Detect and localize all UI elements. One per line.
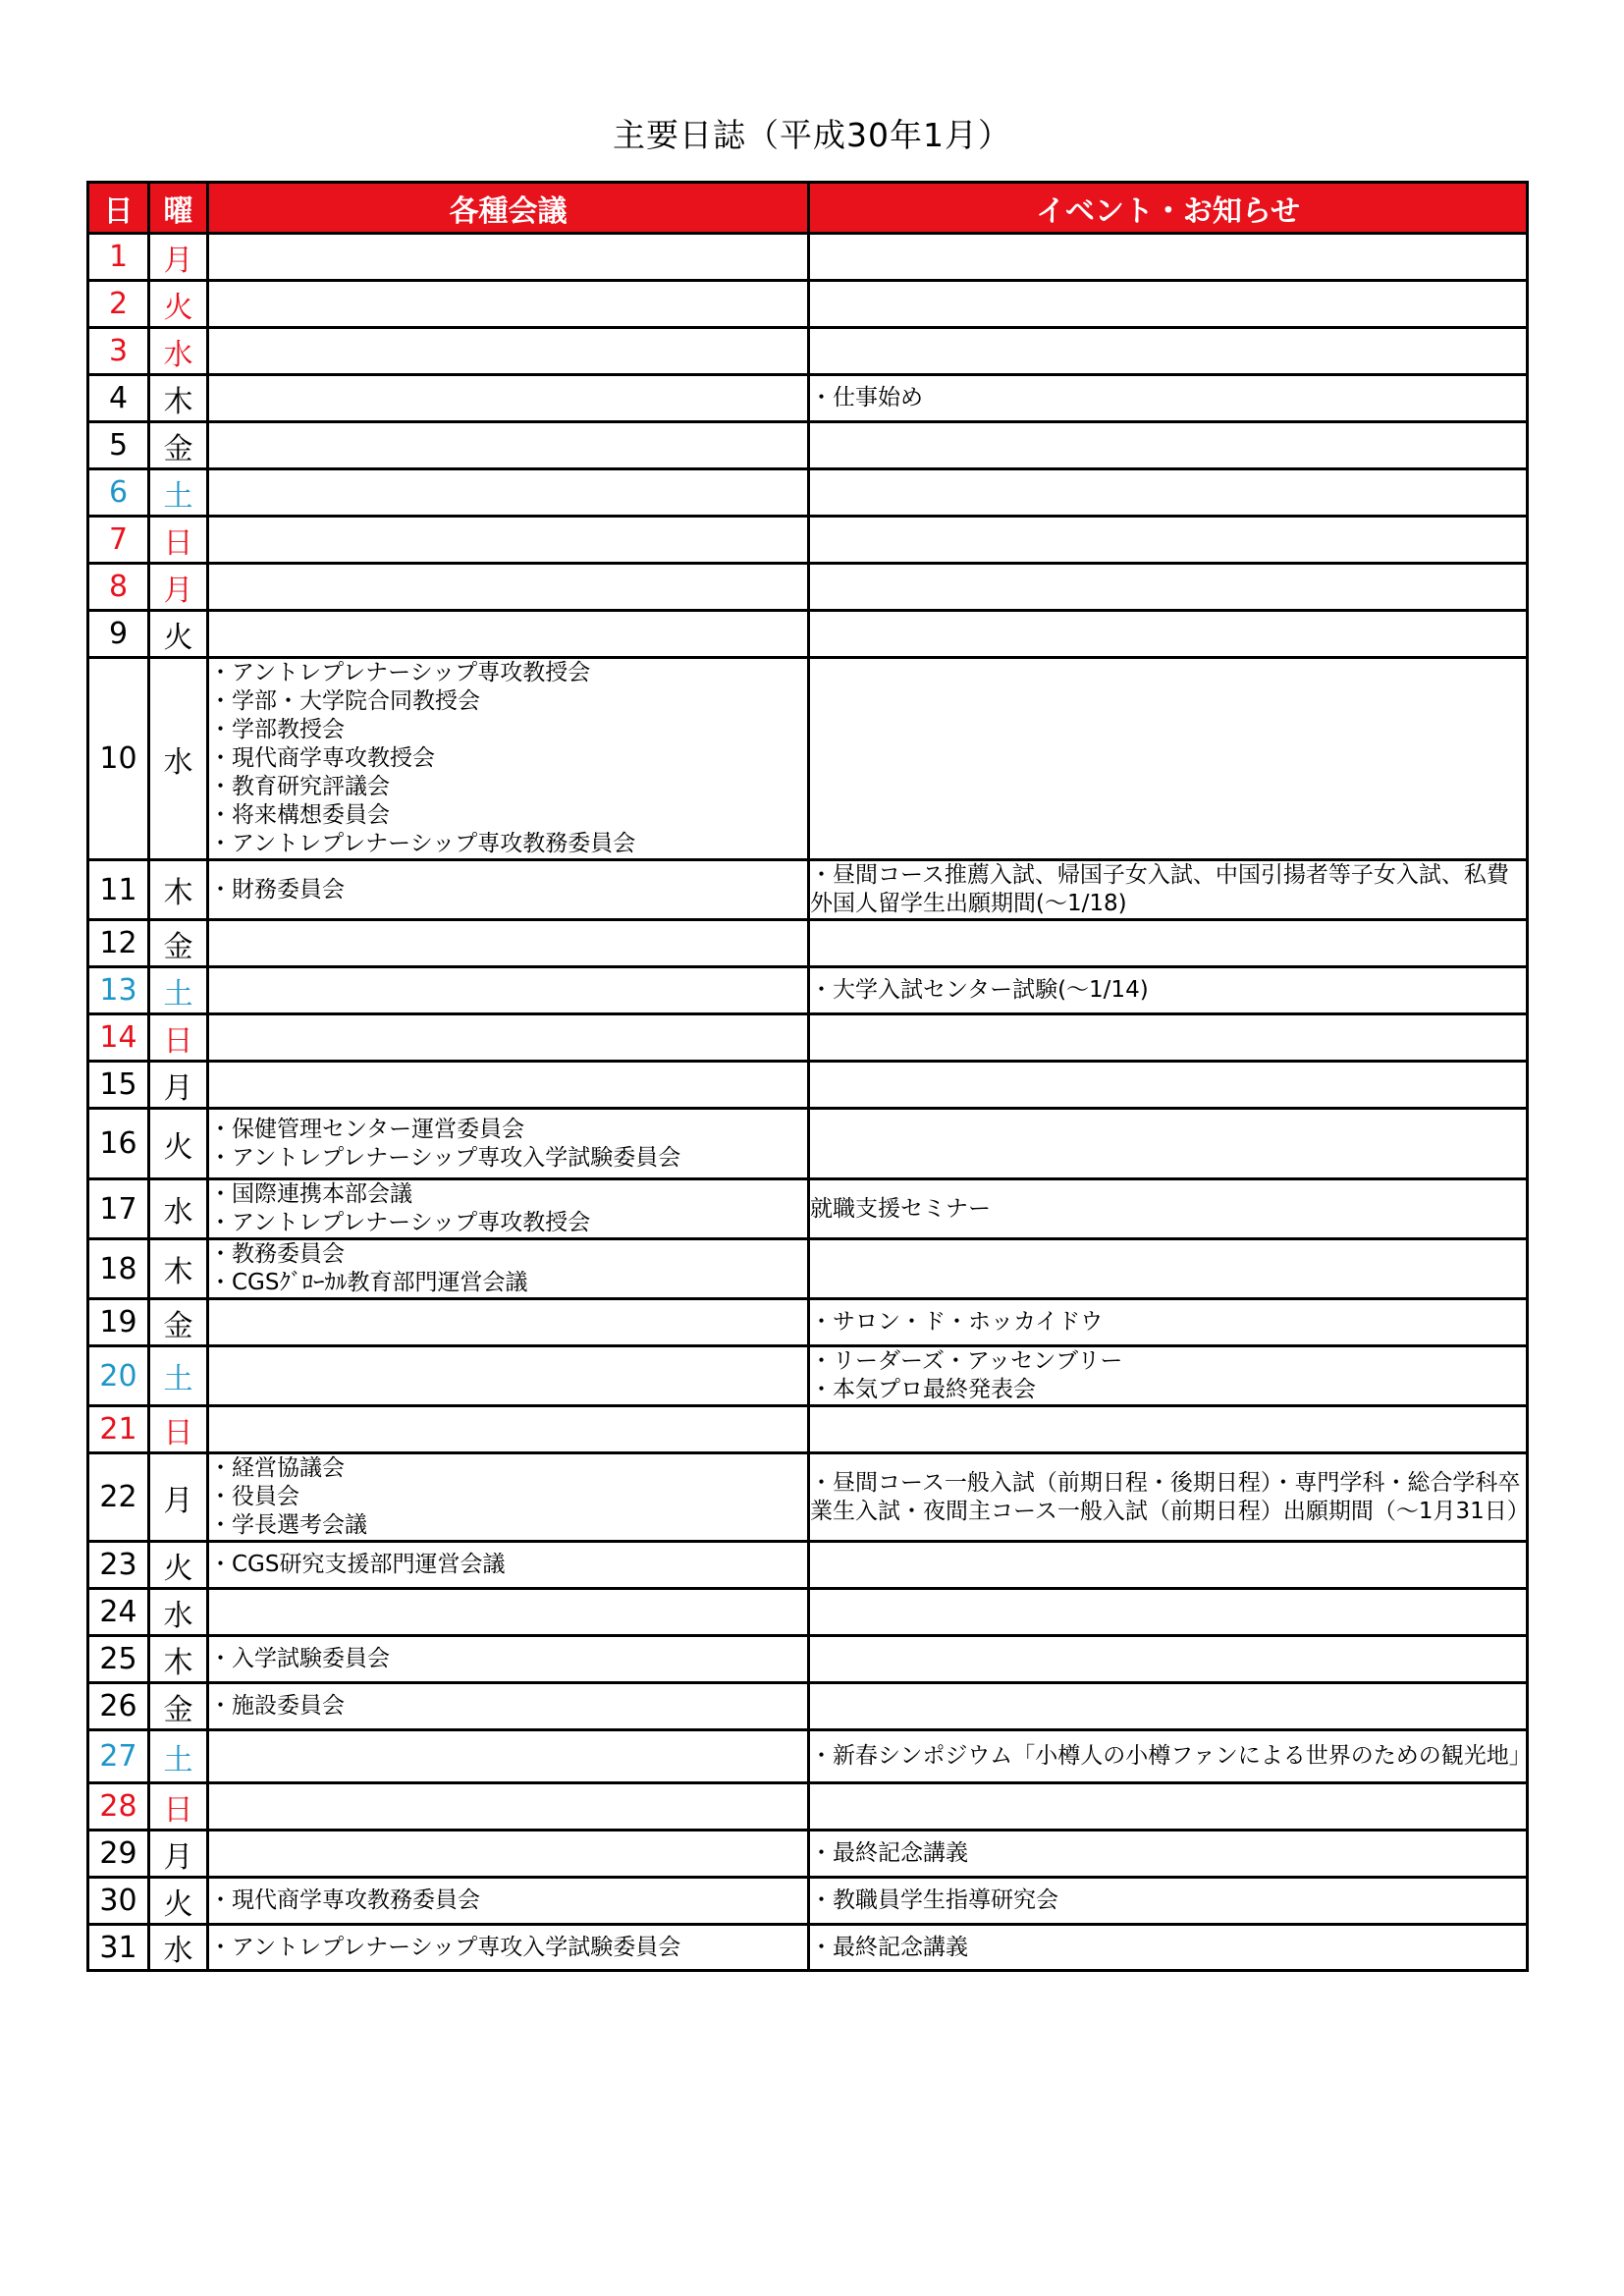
- meetings-cell: [208, 234, 809, 281]
- day-cell: 10: [88, 658, 149, 860]
- weekday-cell: 木: [149, 375, 208, 422]
- meeting-item: ・財務委員会: [209, 876, 345, 902]
- meeting-item: ・役員会: [209, 1484, 299, 1509]
- table-row: [88, 469, 1528, 517]
- day-cell: 26: [88, 1683, 149, 1730]
- table-row: [88, 611, 1528, 658]
- meetings-cell: [208, 1299, 809, 1346]
- table-row: [88, 422, 1528, 469]
- weekday-cell: 日: [149, 1406, 208, 1453]
- meetings-cell: [208, 517, 809, 564]
- event-item: 就職支援セミナー: [810, 1195, 991, 1222]
- meeting-item: ・現代商学専攻教務委員会: [209, 1887, 480, 1913]
- day-cell: 1: [88, 234, 149, 281]
- table-row: [88, 1831, 1528, 1878]
- events-cell: [809, 1730, 1532, 1783]
- day-cell: 19: [88, 1299, 149, 1346]
- weekday-cell: 月: [149, 1453, 208, 1542]
- header-weekday: 曜: [149, 183, 208, 234]
- meetings-cell: [208, 564, 809, 611]
- meetings-cell: [208, 375, 809, 422]
- meetings-cell: [208, 1109, 809, 1179]
- table-row: [88, 1299, 1528, 1346]
- meeting-item: ・アントレプレナーシップ専攻教授会: [209, 1210, 591, 1235]
- day-cell: 12: [88, 920, 149, 967]
- meetings-cell: [208, 658, 809, 860]
- meetings-cell: [208, 1346, 809, 1406]
- events-cell: [809, 1299, 1528, 1346]
- events-cell: [809, 967, 1528, 1014]
- events-cell: [809, 1831, 1528, 1878]
- events-cell: [809, 658, 1528, 860]
- table-row: [88, 1346, 1528, 1406]
- table-row: [88, 1014, 1528, 1062]
- day-cell: 29: [88, 1831, 149, 1878]
- meetings-cell: [208, 1878, 809, 1925]
- events-cell: [809, 564, 1528, 611]
- table-row: [88, 564, 1528, 611]
- table-row: [88, 375, 1528, 422]
- meeting-item: ・CGSｸﾞﾛｰｶﾙ教育部門運営会議: [209, 1270, 528, 1295]
- meetings-cell: [208, 281, 809, 328]
- meetings-cell: [208, 1014, 809, 1062]
- day-cell: 8: [88, 564, 149, 611]
- events-cell: [809, 1925, 1528, 1971]
- weekday-cell: 水: [149, 328, 208, 375]
- events-cell: [809, 328, 1528, 375]
- weekday-cell: 水: [149, 658, 208, 860]
- meetings-cell: [208, 1406, 809, 1453]
- weekday-cell: 木: [149, 1636, 208, 1683]
- event-item: ・新春シンポジウム「小樽人の小樽ファンによる世界のための観光地」: [810, 1743, 1532, 1769]
- weekday-cell: 金: [149, 422, 208, 469]
- meetings-cell: [208, 1589, 809, 1636]
- day-cell: 31: [88, 1925, 149, 1971]
- events-cell: [809, 1179, 1528, 1239]
- events-cell: [809, 1783, 1528, 1831]
- events-cell: [809, 611, 1528, 658]
- day-cell: 5: [88, 422, 149, 469]
- weekday-cell: 日: [149, 517, 208, 564]
- events-cell: [809, 1109, 1528, 1179]
- events-cell: [809, 1346, 1528, 1406]
- day-cell: 22: [88, 1453, 149, 1542]
- events-cell: [809, 1062, 1528, 1109]
- table-row: [88, 920, 1528, 967]
- event-item: ・教職員学生指導研究会: [810, 1887, 1058, 1913]
- table-row: [88, 860, 1528, 920]
- weekday-cell: 土: [149, 967, 208, 1014]
- meetings-cell: [208, 920, 809, 967]
- meetings-cell: [208, 422, 809, 469]
- weekday-cell: 日: [149, 1783, 208, 1831]
- weekday-cell: 月: [149, 234, 208, 281]
- event-item: ・最終記念講義: [810, 1840, 968, 1866]
- weekday-cell: 水: [149, 1179, 208, 1239]
- day-cell: 25: [88, 1636, 149, 1683]
- meeting-item: ・経営協議会: [209, 1455, 345, 1481]
- page-title: 主要日誌（平成30年1月）: [613, 116, 1011, 154]
- table-row: [88, 1109, 1528, 1179]
- meeting-item: ・学部・大学院合同教授会: [209, 688, 480, 714]
- day-cell: 4: [88, 375, 149, 422]
- table-row: [88, 1783, 1528, 1831]
- weekday-cell: 土: [149, 469, 208, 517]
- weekday-cell: 土: [149, 1730, 208, 1783]
- meetings-cell: [208, 1239, 809, 1299]
- meetings-cell: [208, 611, 809, 658]
- weekday-cell: 火: [149, 281, 208, 328]
- table-row: [88, 234, 1528, 281]
- event-item: ・本気プロ最終発表会: [810, 1377, 1036, 1402]
- table-row: [88, 1730, 1528, 1783]
- meeting-item: ・アントレプレナーシップ専攻教務委員会: [209, 831, 636, 856]
- meetings-cell: [208, 1636, 809, 1683]
- meeting-item: ・アントレプレナーシップ専攻入学試験委員会: [209, 1144, 681, 1171]
- day-cell: 16: [88, 1109, 149, 1179]
- weekday-cell: 木: [149, 1239, 208, 1299]
- event-item: ・最終記念講義: [810, 1934, 968, 1960]
- events-cell: [809, 920, 1528, 967]
- meetings-cell: [208, 1453, 809, 1542]
- events-cell: [809, 1406, 1528, 1453]
- weekday-cell: 金: [149, 1683, 208, 1730]
- day-cell: 18: [88, 1239, 149, 1299]
- day-cell: 2: [88, 281, 149, 328]
- day-cell: 11: [88, 860, 149, 920]
- meetings-cell: [208, 1925, 809, 1971]
- table-row: [88, 328, 1528, 375]
- table-row: [88, 1925, 1528, 1971]
- day-cell: 17: [88, 1179, 149, 1239]
- journal-table: [86, 181, 1532, 1972]
- table-row: [88, 1683, 1528, 1730]
- meetings-cell: [208, 860, 809, 920]
- event-item: ・大学入試センター試験(～1/14): [810, 977, 1149, 1003]
- day-cell: 9: [88, 611, 149, 658]
- weekday-cell: 水: [149, 1925, 208, 1971]
- table-row: [88, 1453, 1528, 1542]
- day-cell: 6: [88, 469, 149, 517]
- day-cell: 23: [88, 1542, 149, 1589]
- meetings-cell: [208, 1831, 809, 1878]
- meeting-item: ・アントレプレナーシップ専攻入学試験委員会: [209, 1934, 681, 1960]
- table-row: [88, 1062, 1528, 1109]
- weekday-cell: 火: [149, 611, 208, 658]
- events-cell: [809, 234, 1528, 281]
- weekday-cell: 月: [149, 1062, 208, 1109]
- meetings-cell: [208, 469, 809, 517]
- table-row: [88, 967, 1528, 1014]
- meetings-cell: [208, 1542, 809, 1589]
- event-item: ・昼間コース一般入試（前期日程・後期日程）・専門学科・総合学科卒業生入試・夜間主コース一般入試（前期日程）出願期間（～1月31日）: [810, 1469, 1530, 1524]
- weekday-cell: 日: [149, 1014, 208, 1062]
- events-cell: [809, 860, 1528, 920]
- day-cell: 21: [88, 1406, 149, 1453]
- weekday-cell: 火: [149, 1878, 208, 1925]
- weekday-cell: 木: [149, 860, 208, 920]
- events-cell: [809, 1589, 1528, 1636]
- weekday-cell: 水: [149, 1589, 208, 1636]
- header-events: イベント・お知らせ: [809, 183, 1528, 234]
- events-cell: [809, 1878, 1528, 1925]
- weekday-cell: 火: [149, 1542, 208, 1589]
- meetings-cell: [208, 328, 809, 375]
- event-item: ・仕事始め: [810, 385, 923, 410]
- day-cell: 13: [88, 967, 149, 1014]
- day-cell: 3: [88, 328, 149, 375]
- events-cell: [809, 422, 1528, 469]
- event-item: ・リーダーズ・アッセンブリー: [810, 1348, 1123, 1374]
- day-cell: 20: [88, 1346, 149, 1406]
- events-cell: [809, 1636, 1528, 1683]
- events-cell: [809, 1239, 1528, 1299]
- events-cell: [809, 517, 1528, 564]
- table-row: [88, 1878, 1528, 1925]
- table-row: [88, 1589, 1528, 1636]
- day-cell: 27: [88, 1730, 149, 1783]
- events-cell: [809, 281, 1528, 328]
- meeting-item: ・学長選考会議: [209, 1512, 367, 1538]
- day-cell: 30: [88, 1878, 149, 1925]
- meeting-item: ・教育研究評議会: [209, 774, 390, 799]
- table-row: [88, 517, 1528, 564]
- events-cell: [809, 469, 1528, 517]
- weekday-cell: 火: [149, 1109, 208, 1179]
- table-row: [88, 658, 1528, 860]
- meeting-item: ・CGS研究支援部門運営会議: [209, 1552, 506, 1577]
- meetings-cell: [208, 1179, 809, 1239]
- meetings-cell: [208, 1783, 809, 1831]
- meeting-item: ・施設委員会: [209, 1693, 345, 1719]
- header-meetings: 各種会議: [208, 183, 809, 234]
- meetings-cell: [208, 967, 809, 1014]
- events-cell: [809, 1683, 1528, 1730]
- meeting-item: ・国際連携本部会議: [209, 1181, 412, 1207]
- meeting-item: ・学部教授会: [209, 717, 345, 742]
- table-row: [88, 1542, 1528, 1589]
- day-cell: 28: [88, 1783, 149, 1831]
- meeting-item: ・アントレプレナーシップ専攻教授会: [209, 660, 591, 685]
- header-day: 日: [88, 183, 149, 234]
- table-row: [88, 1179, 1528, 1239]
- day-cell: 14: [88, 1014, 149, 1062]
- meetings-cell: [208, 1062, 809, 1109]
- meeting-item: ・将来構想委員会: [209, 802, 390, 828]
- table-row: [88, 1636, 1528, 1683]
- event-item: ・サロン・ド・ホッカイドウ: [810, 1309, 1104, 1335]
- day-cell: 24: [88, 1589, 149, 1636]
- weekday-cell: 土: [149, 1346, 208, 1406]
- day-cell: 7: [88, 517, 149, 564]
- meeting-item: ・現代商学専攻教授会: [209, 745, 435, 771]
- events-cell: [809, 375, 1528, 422]
- meeting-item: ・教務委員会: [209, 1241, 345, 1267]
- day-cell: 15: [88, 1062, 149, 1109]
- meeting-item: ・入学試験委員会: [209, 1646, 390, 1671]
- meetings-cell: [208, 1683, 809, 1730]
- events-cell: [809, 1453, 1528, 1542]
- meeting-item: ・保健管理センター運営委員会: [209, 1116, 525, 1142]
- events-cell: [809, 1542, 1528, 1589]
- table-row: [88, 281, 1528, 328]
- header-row: [88, 183, 1528, 234]
- table-row: [88, 1239, 1528, 1299]
- events-cell: [809, 1014, 1528, 1062]
- weekday-cell: 月: [149, 564, 208, 611]
- weekday-cell: 金: [149, 1299, 208, 1346]
- event-item: ・昼間コース推薦入試、帰国子女入試、中国引揚者等子女入試、私費外国人留学生出願期間(～1/18): [810, 862, 1509, 916]
- table-row: [88, 1406, 1528, 1453]
- weekday-cell: 月: [149, 1831, 208, 1878]
- meetings-cell: [208, 1730, 809, 1783]
- weekday-cell: 金: [149, 920, 208, 967]
